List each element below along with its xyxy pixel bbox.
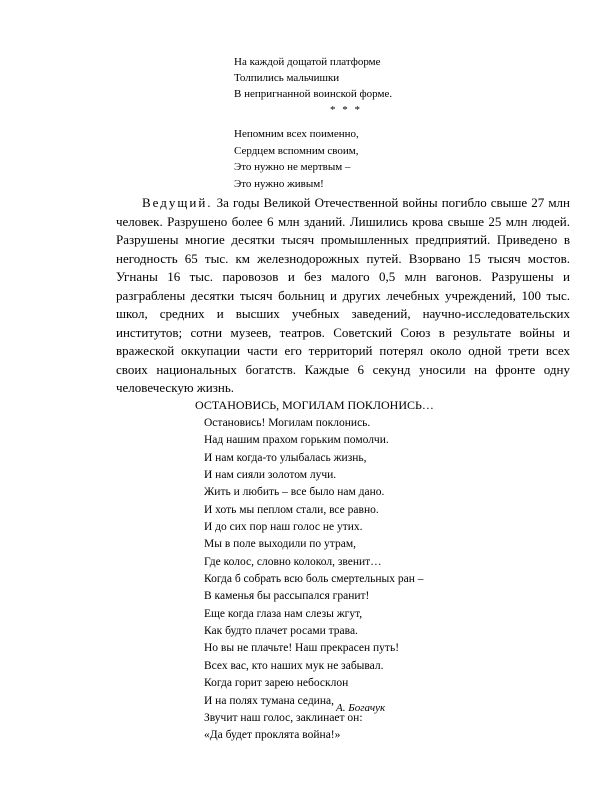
speaker-label: Ведущий. [142, 195, 213, 210]
poem-title: ОСТАНОВИСЬ, МОГИЛАМ ПОКЛОНИСЬ… [195, 398, 434, 412]
poem-line: Мы в поле выходили по утрам, [204, 538, 356, 551]
poem-line: В каменья бы рассыпался гранит! [204, 590, 370, 603]
poem-line: Всех вас, кто наших мук не забывал. [204, 659, 384, 672]
poem-line: И до сих пор наш голос не утих. [204, 521, 363, 534]
poem-line: И хоть мы пеплом стали, все равно. [204, 503, 379, 516]
poem-fragment-platform [234, 54, 392, 102]
poem-line: И нам когда-то улыбалась жизнь, [204, 451, 367, 464]
poem-line: Остановись! Могилам поклонись. [204, 417, 371, 429]
poem-line: Это нужно живым! [234, 177, 324, 190]
poem-line: Непомним всех поименно, [234, 128, 359, 140]
poem-line: Как будто плачет росами трава. [204, 625, 358, 638]
poem-line: Это нужно не мертвым – [234, 161, 351, 173]
poem-fragment-remember [234, 126, 359, 192]
poem-line: Еще когда глаза нам слезы жгут, [204, 607, 363, 620]
poem-author: А. Богачук [336, 702, 386, 714]
poem-line: Когда горит зарею небосклон [204, 677, 349, 690]
poem-line: И на полях тумана седина, [204, 694, 334, 707]
poem-line: Над нашим прахом горьким помолчи. [204, 434, 389, 447]
poem-line: Сердцем вспомним своим, [234, 144, 359, 157]
poem-line: И нам сияли золотом лучи. [204, 469, 337, 482]
host-speech-paragraph [116, 194, 570, 398]
stanza-separator: * * * [330, 104, 362, 116]
poem-line: Но вы не плачьте! Наш прекрасен путь! [204, 642, 400, 655]
poem-stop-bow [204, 415, 424, 745]
poem-line: Жить и любить – все было нам дано. [204, 486, 385, 499]
poem-line: Толпились мальчишки [234, 72, 340, 84]
speech-text: За годы Великой Отечественной войны погибло свыше 27 млн человек. Разрушено более 6 млн зданий. Лишились крова свыше 25 млн людей. Разрушены многие десятки тысяч промышленных предприятий. Приведено в негодность 65 тыс. км железнодорожных путей. Взорвано 15 тысяч мостов. Угнаны 16 тыс. паровозов и без малого 0,5 млн вагонов. Разрушены и разграблены десятки тысяч больниц и других лечебных учреждений, 100 тыс. школ, средних и высших учебных заведений, научно-исследовательских институтов; сотни музеев, театров. Советский Союз в результате войны и вражеской оккупации части его территорий потерял около одной трети всех своих национальных богатств. Каждые 6 секунд уносили на фронте одну человеческую жизнь. [116, 195, 570, 395]
poem-line: В непригнанной воинской форме. [234, 88, 393, 100]
poem-line: Где колос, словно колокол, звенит… [204, 555, 382, 568]
poem-line: На каждой дощатой платформе [234, 56, 381, 68]
poem-line: Звучит наш голос, заклинает он: [204, 711, 363, 724]
poem-line: Когда б собрать всю боль смертельных ран – [204, 573, 424, 586]
poem-line: «Да будет проклята война!» [204, 729, 341, 742]
